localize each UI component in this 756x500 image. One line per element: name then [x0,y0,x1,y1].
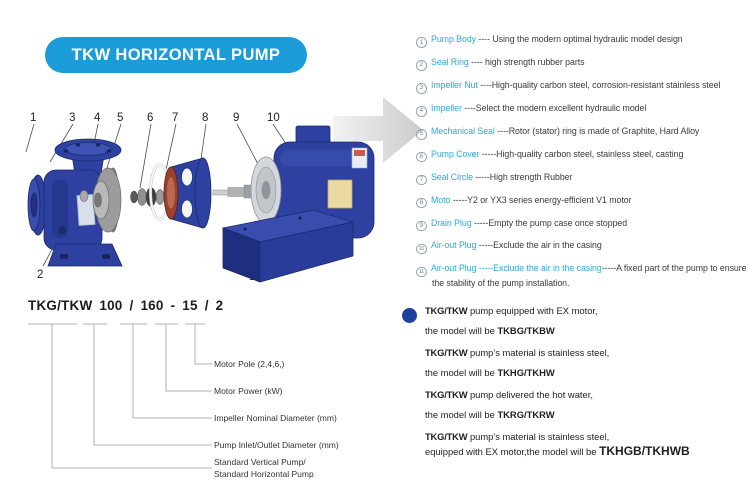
parts-list-item-7 [416,171,754,186]
part-description-highlight: -----Exclude the air in the casing [476,263,602,274]
variant-result-prefix: the model will be [425,367,498,378]
impeller-nut-illustration [80,191,88,202]
brand-code: TKG/TKW [425,305,468,316]
parts-list-item-11 [416,262,754,289]
variant-model-code: TKRG/TKRW [497,409,555,420]
variant-condition: pump's material is stainless steel, [467,431,610,442]
parts-list-item-1 [416,33,754,48]
model-code-power: 15 [182,298,198,313]
item-number-badge: 9 [416,221,427,232]
variant-model-code: TKBG/TKBW [497,325,555,336]
callout-8: 8 [202,112,209,124]
callout-3: 3 [69,112,76,124]
model-code-inlet: 100 [99,298,123,313]
label-standard-pump [214,457,314,480]
label-motor-pole: Motor Pole (2,4,6,) [214,359,285,369]
item-number-badge: 6 [416,152,427,163]
right-arrow-icon [333,94,425,166]
parts-list-item-9 [416,217,754,232]
brand-code: TKG/TKW [425,347,468,358]
bullet-icon [402,308,417,323]
variant-entry-stainless [425,346,751,380]
part-name: Seal Circle [431,171,473,182]
part-description: -----Exclude the air in the casing [476,240,602,251]
part-name: Drain Plug [431,217,472,228]
item-number-badge: 1 [416,37,427,48]
part-name: Impeller Nut [431,79,478,90]
variant-result-prefix: equipped with EX motor,the model will be [425,446,600,457]
part-name: Air-out Plug [431,240,477,251]
part-name: Air-out Plug [431,263,477,274]
variant-model-code: TKHG/TKHW [497,367,555,378]
callout-5: 5 [117,112,124,124]
parts-list [416,33,754,297]
item-number-badge: 4 [416,106,427,117]
parts-list-item-3 [416,79,754,94]
item-number-badge: 5 [416,129,427,140]
callout-10: 10 [267,112,280,124]
variant-condition: pump delivered the hot water, [467,389,593,400]
part-description: ----Select the modern excellent hydraulic model [461,102,647,113]
part-name: Pump Body [431,34,477,44]
model-code-slash2: / [204,298,209,313]
callout-7: 7 [172,112,179,124]
item-number-badge: 11 [416,267,427,278]
item-number-badge: 2 [416,60,427,71]
parts-list-item-5 [416,125,754,140]
part-name: Pump Cover [431,148,480,159]
part-name: Mechanical Seal [431,125,495,136]
model-code-impeller: 160 [140,298,164,313]
brand-code: TKG/TKW [425,389,468,400]
base-illustration [223,210,353,282]
label-motor-power: Motor Power (kW) [214,386,283,396]
model-code [28,298,223,313]
variant-model-code: TKHGB/TKHWB [599,444,690,458]
variant-entry-stainless-ex [425,430,751,459]
parts-list-item-8 [416,194,754,209]
parts-list-item-10 [416,239,754,254]
model-code-brand: TKG/TKW [28,298,93,313]
item-number-badge: 10 [416,244,427,255]
callout-1: 1 [30,112,37,124]
variant-entry-ex-motor [425,304,751,338]
part-description: -----High-quality carbon steel, stainless steel, casting [479,148,684,159]
label-standard-horizontal: Standard Horizontal Pump [214,468,314,479]
part-description: -----A fixed part of the pump to ensure the stability of the pump installation. [432,263,747,289]
variant-models [425,304,751,467]
label-impeller-diameter: Impeller Nominal Diameter (mm) [214,413,337,423]
callout-6: 6 [147,112,154,124]
parts-list-item-4 [416,102,754,117]
callout-2: 2 [37,269,44,281]
brand-code: TKG/TKW [425,431,468,442]
part-description: -----Y2 or YX3 series energy-efficient V1 motor [450,194,632,205]
label-standard-vertical: Standard Vertical Pump/ [214,457,306,467]
part-name: Moto [431,194,451,205]
item-number-badge: 3 [416,83,427,94]
callout-4: 4 [94,112,101,124]
model-code-pole: 2 [215,298,224,313]
variant-condition: pump equipped with EX motor, [467,305,598,316]
model-code-dash: - [170,298,176,313]
part-name: Seal Ring [431,56,469,67]
part-description: -----High strength Rubber [472,171,573,182]
part-description: ---- high strength rubber parts [468,56,585,67]
callout-9: 9 [233,112,240,124]
page-title: TKW HORIZONTAL PUMP [71,45,281,64]
part-description: ----Rotor (stator) ring is made of Graphite, Hard Alloy [494,125,700,136]
part-description: ---- Using the modern optimal hydraulic model design [476,34,683,44]
item-number-badge: 8 [416,198,427,209]
parts-list-item-6 [416,148,754,163]
model-code-slash: / [129,298,134,313]
variant-result-prefix: the model will be [425,325,498,336]
part-description: -----Empty the pump case once stopped [471,217,628,228]
variant-result-prefix: the model will be [425,409,498,420]
variant-condition: pump's material is stainless steel, [467,347,610,358]
label-inlet-outlet-diameter: Pump Inlet/Outlet Diameter (mm) [214,440,339,450]
part-description: ----High-quality carbon steel, corrosion-resistant stainless steel [477,79,721,90]
variant-entry-hot-water [425,388,751,422]
part-name: Impeller [431,102,462,113]
parts-list-item-2 [416,56,754,71]
item-number-badge: 7 [416,175,427,186]
pump-cover-illustration [164,158,211,228]
title-banner [45,37,307,73]
